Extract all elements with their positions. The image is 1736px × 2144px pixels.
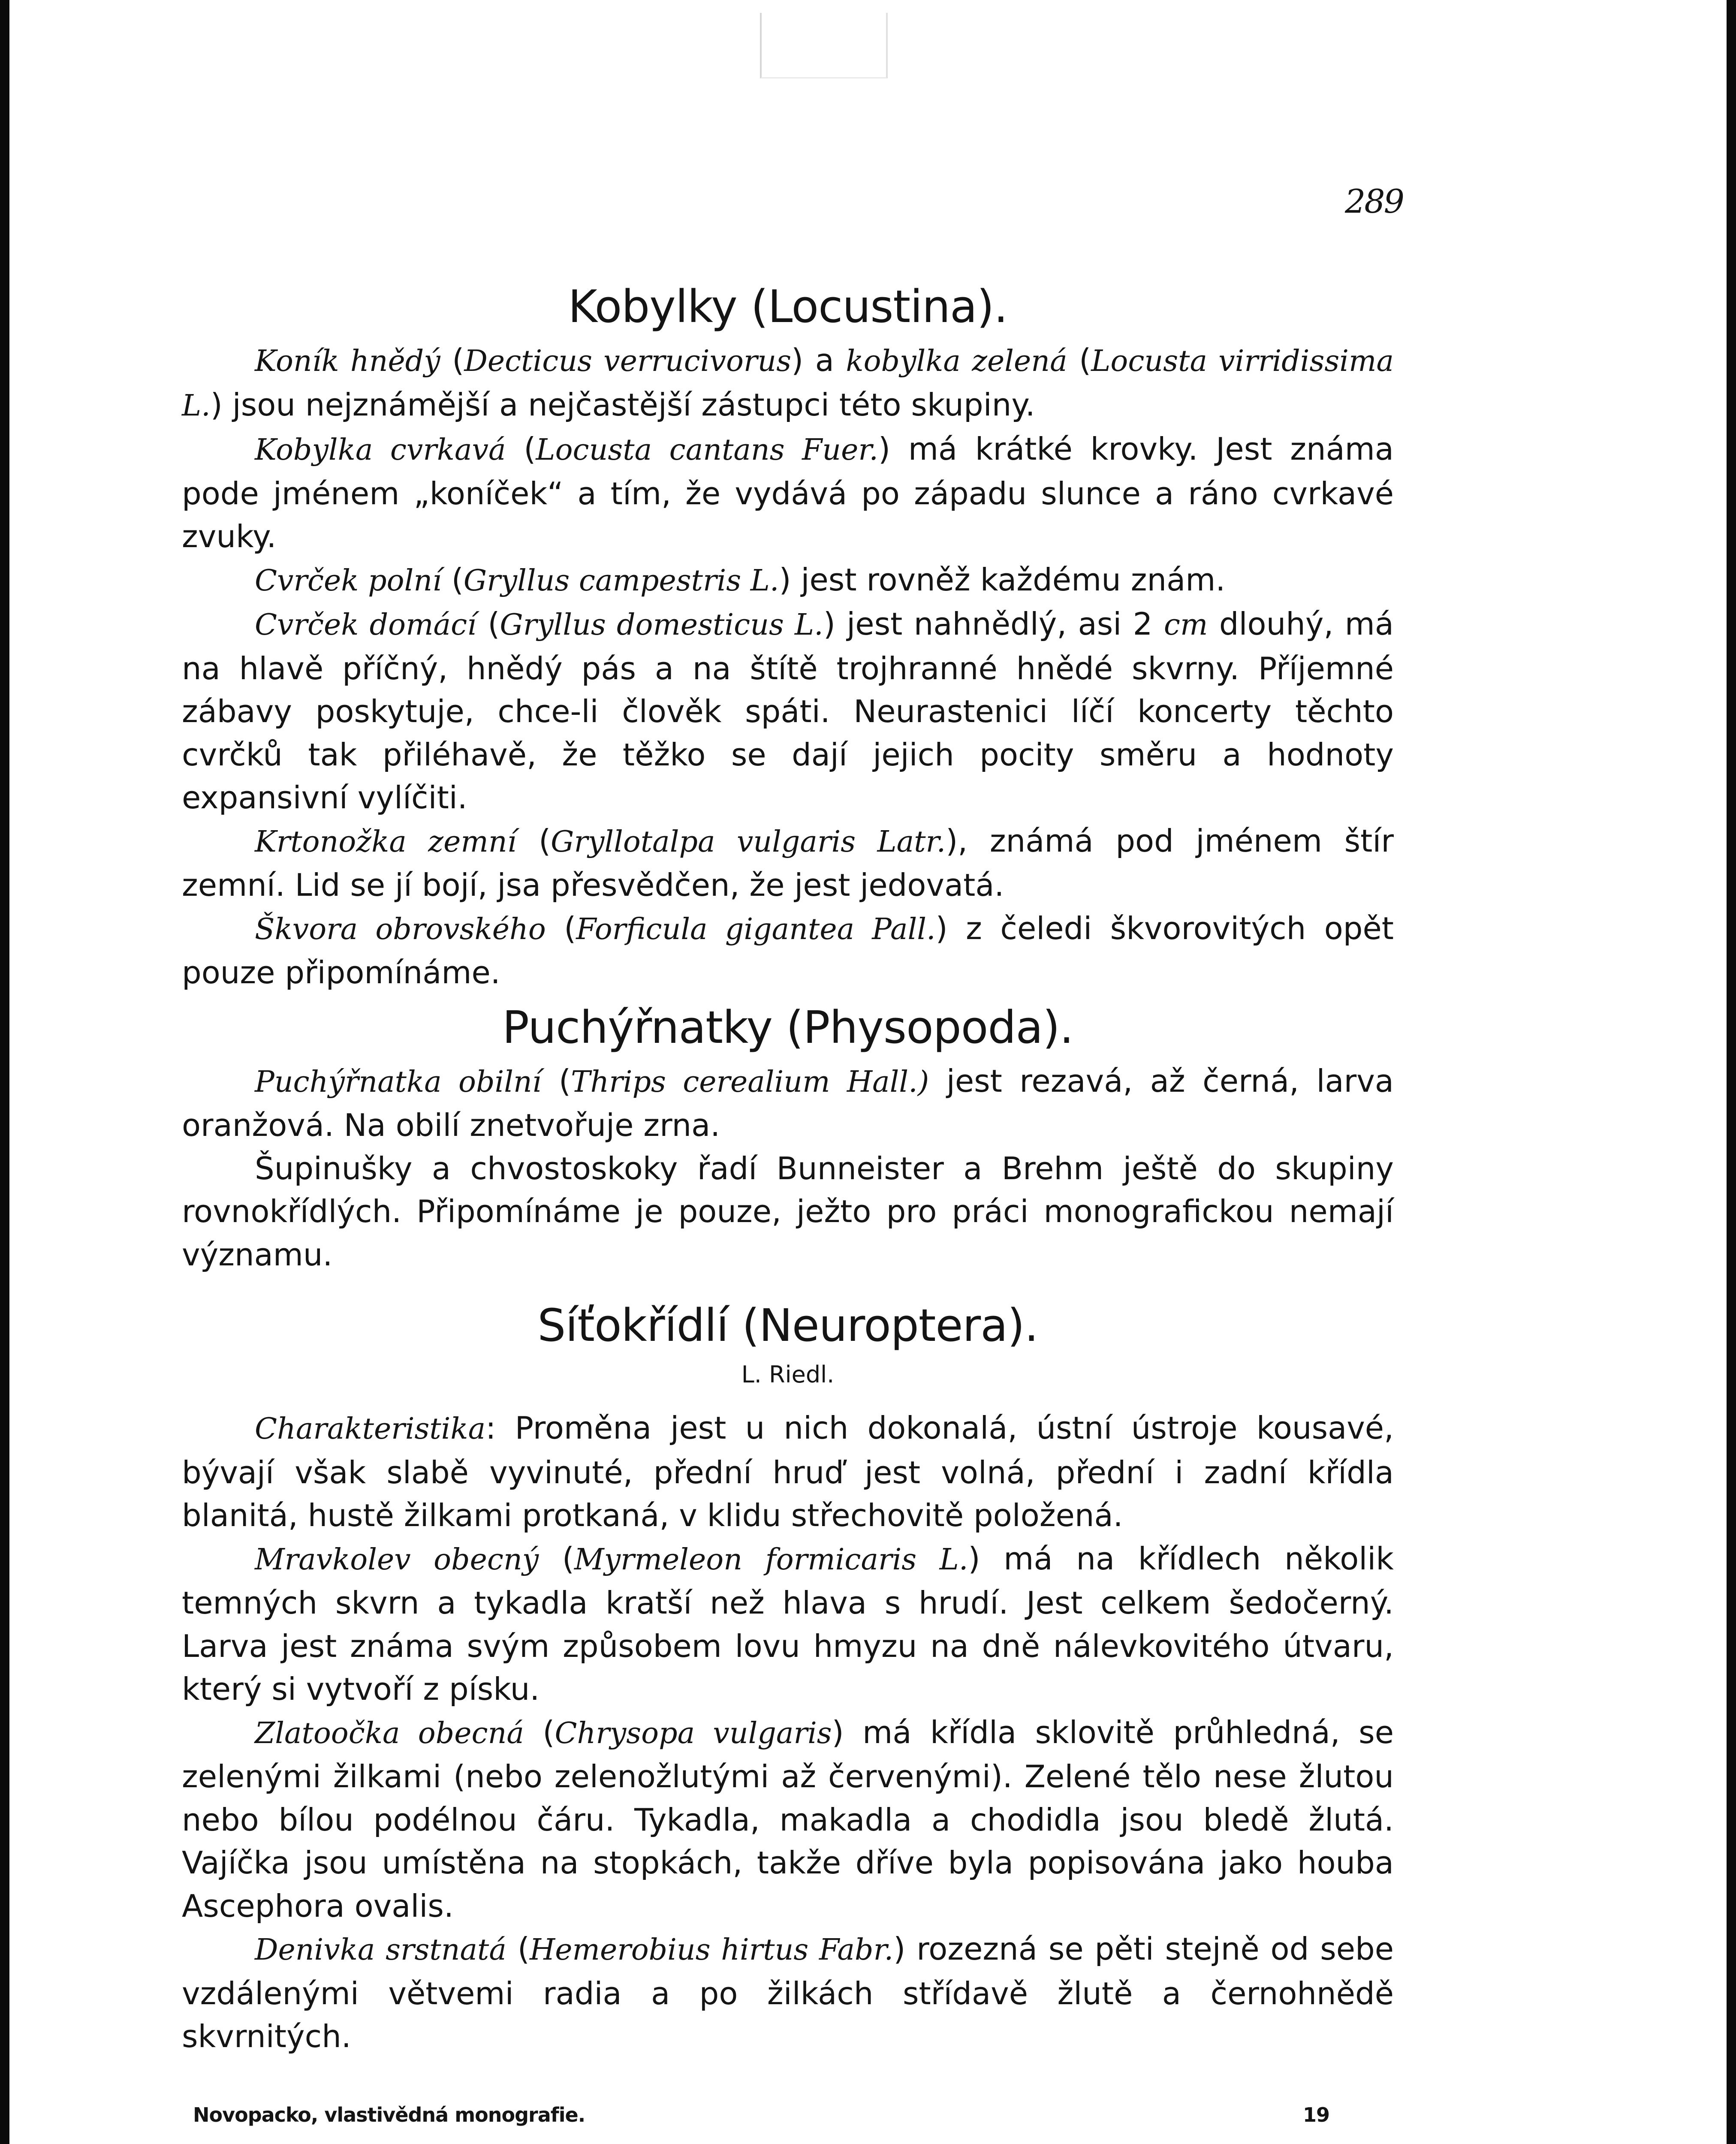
species-name: Gryllus domesticus L. [500,608,823,642]
text-run: Šupinušky a chvostoskoky řadí Bunneister a Brehm ještě do skupiny rovnokřídlých. Připomínáme je pouze, ježto pro práci monografickou nemají významu. [182,1150,1394,1273]
paragraph [182,1711,1394,1928]
text-run: ) jest nahnědlý, asi 2 [823,606,1164,642]
species-name: Krtonožka zemní [255,825,517,859]
species-name: kobylka zelená [846,344,1067,378]
text-run: ) rozezná se pěti stejně od sebe vzdálenými větvemi radia a po žilkách střídavě žlutě a černohnědě skvrnitých. [182,1931,1394,2054]
species-name: Kobylka cvrkavá [255,433,506,467]
text-run: ) má na křídlech několik temných skvrn a tykadla kratší než hlava s hrudí. Jest celkem šedočerný. Larva jest známa svým způsobem lovu hmyzu na dně nálevkovitého útvaru, který si vytvoří z písku. [182,1540,1394,1707]
text-run: ), známá pod jménem štír zemní. Lid se jí bojí, jsa přesvědčen, že jest jedovatá. [182,822,1394,903]
scan-artifact [760,13,888,78]
species-name: Forficula gigantea Pall. [576,912,936,946]
text-run: ( [440,342,464,378]
species-name: Charakteristika [255,1412,486,1446]
species-name: Zlatoočka obecná [255,1716,524,1750]
species-name: Denivka srstnatá [255,1933,506,1967]
paragraph [182,1537,1394,1711]
species-name: Decticus verrucivorus [464,344,792,378]
footer-signature-number: 19 [1302,2103,1329,2126]
text-run: ( [539,1540,575,1577]
text-run: ) má křídla sklovitě průhledná, se zelenými žilkami (nebo zelenožlutými až červenými). Zelené tělo nese žlutou nebo bílou podélnou čáru. Tykadla, makadla a chodidla jsou bledě žlutá. Vajíčka jsou umístěna na stopkách, takže dříve byla popisována jako houba Ascephora ovalis. [182,1714,1394,1924]
species-name: Cvrček domácí [255,608,476,642]
section-title-sitokridli: Síťokřídlí (Neuroptera). [537,1299,1038,1352]
text-run: ) jest rovněž každému znám. [779,561,1226,598]
paragraph [182,602,1394,819]
text-column [182,274,1394,2058]
paragraph [182,1147,1394,1277]
text-run: jest rezavá, až černá, larva oranžová. Na obilí znetvořuje zrna. [182,1063,1394,1143]
text-run: ) jsou nejznámější a nejčastější zástupci této skupiny. [210,386,1035,423]
text-run: ( [541,1063,571,1099]
text-run: ) a [791,342,846,378]
species-name: Myrmeleon formicaris L. [574,1542,968,1577]
text-run: ( [1067,342,1091,378]
species-name: Chrysopa vulgaris [555,1716,832,1750]
species-name: Thrips cerealium Hall.) [571,1065,929,1099]
paragraph [182,558,1394,603]
species-name: cm [1163,608,1208,642]
species-name: Locusta cantans Fuer. [536,433,878,467]
text-run: dlouhý, má na hlavě příčný, hnědý pás a na štítě trojhranné hnědé skvrny. Příjemné zábavy poskytuje, chce-li člověk spáti. Neurastenici líčí koncerty těchto cvrčků tak přiléhavě, že těžko se dají jejich pocity směru a hodnoty expansivní vylíčiti. [182,606,1394,816]
species-name: Puchýřnatka obilní [255,1065,542,1099]
species-name: Cvrček polní [255,563,442,598]
page-footer [193,2103,1329,2126]
text-run: ( [516,822,551,859]
section-title-puchyrnatky: Puchýřnatky (Physopoda). [502,1001,1073,1054]
species-name: Škvora obrovského [255,912,546,946]
text-run: ) má krátké krovky. Jest známa pode jménem „koníček“ a tím, že vydává po západu slunce a ráno cvrkavé zvuky. [182,431,1394,554]
species-name: Koník hnědý [255,344,440,378]
paragraph [182,907,1394,994]
species-name: Locusta virridissima L. [182,344,1394,423]
paragraph [182,428,1394,558]
text-run: ( [506,431,536,467]
text-run: ( [546,910,576,946]
paragraph [182,1060,1394,1147]
species-name: Gryllus campestris L. [463,563,779,598]
text-run: ( [524,1714,555,1750]
species-name: Gryllotalpa vulgaris Latr. [551,825,946,859]
page-number: 289 [1344,182,1403,220]
section-author: L. Riedl. [741,1361,835,1388]
text-run: ( [441,561,464,598]
text-run: : Proměna jest u nich dokonalá, ústní ústroje kousavé, bývají však slabě vyvinuté, přední hruď jest volná, přední i zadní křídla blanitá, hustě žilkami protkaná, v klidu střechovitě položená. [182,1410,1394,1533]
text-run: ) z čeledi škvorovitých opět pouze připomínáme. [182,910,1394,991]
paragraph [182,339,1394,428]
section-title-kobylky: Kobylky (Locustina). [568,280,1008,333]
text-run: ( [506,1931,530,1967]
paragraph [182,1406,1394,1537]
species-name: Hemerobius hirtus Fabr. [529,1933,894,1967]
paragraph [182,819,1394,907]
paragraph [182,1927,1394,2058]
footer-publication: Novopacko, vlastivědná monografie. [193,2103,585,2126]
species-name: Mravkolev obecný [255,1542,539,1577]
text-run: ( [476,606,500,642]
